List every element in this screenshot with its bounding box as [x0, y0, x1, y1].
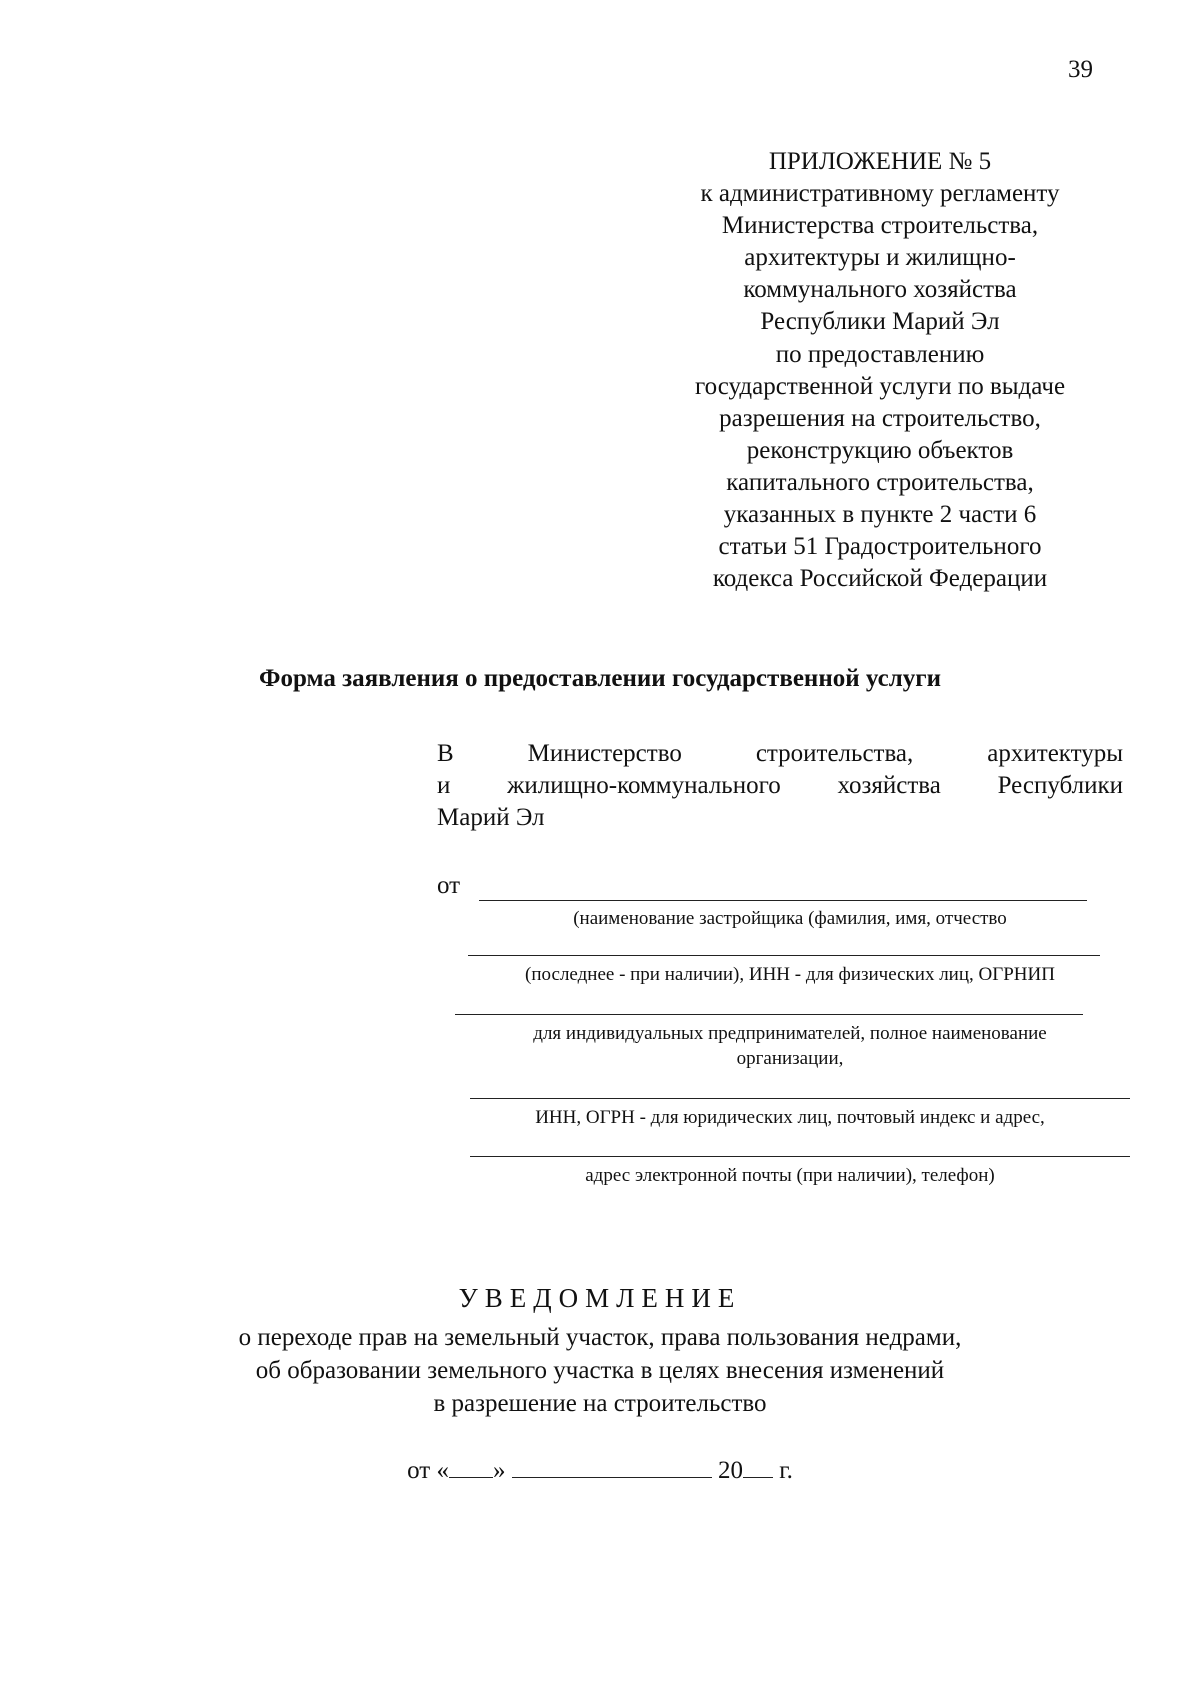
- appendix-line: Республики Марий Эл: [760, 308, 1000, 336]
- appendix-line: к административному регламенту: [700, 180, 1060, 208]
- page-number: 39: [1068, 56, 1093, 83]
- date-row: [0, 1455, 1200, 1485]
- appendix-line: капитального строительства,: [726, 468, 1034, 496]
- addressee-block: [437, 738, 1123, 834]
- appendix-line: указанных в пункте 2 части 6: [723, 501, 1037, 529]
- applicant-caption: адрес электронной почты (при наличии), телефон): [585, 1165, 995, 1186]
- appendix-line: по предоставлению: [775, 340, 985, 368]
- applicant-field-line[interactable]: [468, 955, 1100, 956]
- appendix-line: реконструкцию объектов: [746, 436, 1014, 464]
- date-prefix: от «: [407, 1457, 449, 1484]
- applicant-caption: организации,: [736, 1048, 844, 1069]
- appendix-line: коммунального хозяйства: [743, 276, 1017, 304]
- notice-subtitle-line: в разрешение на строительство: [433, 1390, 767, 1417]
- year-suffix: г.: [779, 1457, 793, 1484]
- appendix-line: разрешения на строительство,: [719, 404, 1041, 432]
- applicant-field-line[interactable]: [470, 1098, 1130, 1099]
- applicant-caption: (последнее - при наличии), ИНН - для физических лиц, ОГРНИП: [525, 964, 1055, 985]
- applicant-field-line[interactable]: [470, 1156, 1130, 1157]
- notice-subtitle-line: об образовании земельного участка в целях внесения изменений: [255, 1357, 945, 1384]
- addressee-line: и жилищно-коммунального хозяйства Республики: [437, 772, 1123, 799]
- applicant-caption: для индивидуальных предпринимателей, полное наименование: [533, 1023, 1047, 1044]
- applicant-caption: ИНН, ОГРН - для юридических лиц, почтовый индекс и адрес,: [535, 1107, 1045, 1128]
- applicant-from-row: [437, 872, 1087, 904]
- form-title: Форма заявления о предоставлении государственной услуги: [259, 665, 941, 692]
- applicant-name-field[interactable]: [479, 900, 1087, 901]
- appendix-line: ПРИЛОЖЕНИЕ № 5: [768, 148, 992, 175]
- appendix-header: [650, 146, 1110, 595]
- notice-subtitle: [0, 1321, 1200, 1420]
- appendix-line: статьи 51 Градостроительного: [718, 533, 1042, 561]
- year-prefix: 20: [717, 1457, 743, 1484]
- day-field[interactable]: [449, 1455, 493, 1478]
- applicant-caption: (наименование застройщика (фамилия, имя, отчество: [573, 908, 1007, 929]
- date-quote-close: »: [492, 1457, 506, 1484]
- from-label: от: [437, 872, 461, 899]
- appendix-line: кодекса Российской Федерации: [712, 565, 1048, 593]
- appendix-line: Министерства строительства,: [721, 212, 1039, 240]
- appendix-line: архитектуры и жилищно-: [744, 244, 1016, 272]
- addressee-line: В Министерство строительства, архитектуры: [437, 740, 1123, 767]
- applicant-field-line[interactable]: [455, 1014, 1083, 1015]
- notice-title: УВЕДОМЛЕНИЕ: [458, 1283, 742, 1313]
- year-field[interactable]: [743, 1455, 773, 1478]
- appendix-line: государственной услуги по выдаче: [694, 372, 1066, 400]
- notice-subtitle-line: о переходе прав на земельный участок, права пользования недрами,: [238, 1324, 962, 1351]
- month-field[interactable]: [512, 1455, 712, 1478]
- addressee-line: Марий Эл: [437, 804, 545, 831]
